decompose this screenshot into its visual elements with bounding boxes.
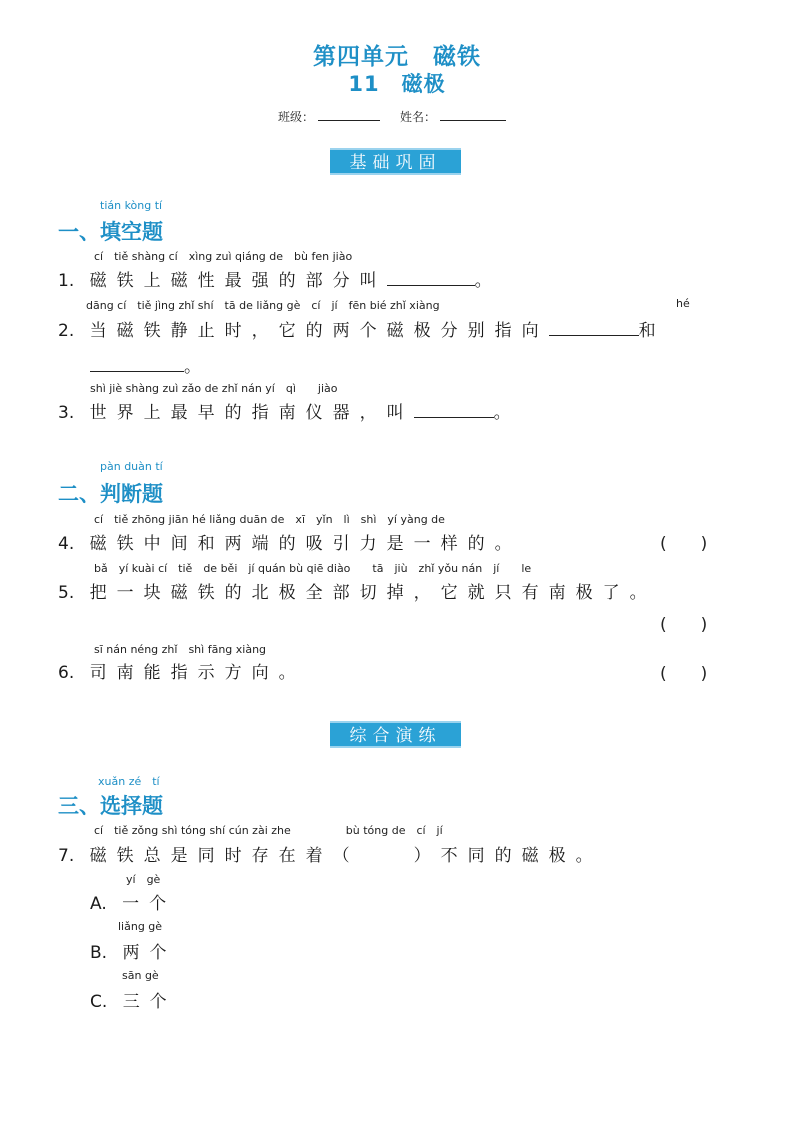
q5-pinyin: bǎ yí kuài cí tiě de běi jí quán bù qiē diào tā jiù zhǐ yǒu nán jí le xyxy=(94,562,532,575)
q7-number: 7. xyxy=(58,846,75,866)
option-b[interactable] xyxy=(90,938,176,963)
q6-row xyxy=(58,658,306,683)
q1-blank[interactable] xyxy=(387,271,475,286)
q1-end: 。 xyxy=(474,271,492,291)
q2-pinyin: dāng cí tiě jìng zhǐ shí tā de liǎng gè cí jí fēn bié zhǐ xiàng xyxy=(86,299,440,312)
q2-row xyxy=(58,316,656,341)
q3-blank[interactable] xyxy=(414,403,494,418)
section-judge-pinyin: pàn duàn tí xyxy=(100,460,163,473)
q2-row-2 xyxy=(90,352,201,377)
q2-blank-1[interactable] xyxy=(549,321,639,336)
option-a[interactable] xyxy=(90,889,176,914)
q7-row xyxy=(58,841,603,866)
q4-text: 磁铁中间和两端的吸引力是一样的。 xyxy=(89,534,522,554)
q5-row xyxy=(58,578,657,603)
q3-end: 。 xyxy=(493,403,511,423)
section-choice-pinyin: xuǎn zé tí xyxy=(98,775,160,788)
class-field xyxy=(278,106,380,125)
q4-answer-paren[interactable]: ( ) xyxy=(660,534,708,554)
option-c-pinyin: sān gè xyxy=(122,969,159,982)
q3-number: 3. xyxy=(58,403,75,423)
q3-text: 世界上最早的指南仪器，叫 xyxy=(89,403,414,423)
section-choice-title: 三、选择题 xyxy=(58,794,163,818)
q2-blank-2[interactable] xyxy=(90,357,184,372)
option-a-pinyin: yí gè xyxy=(126,873,161,886)
option-c-text: 三个 xyxy=(122,992,177,1012)
section-fill-title: 一、填空题 xyxy=(58,220,163,244)
name-blank[interactable] xyxy=(440,106,506,121)
q6-answer-paren[interactable]: ( ) xyxy=(660,664,708,684)
option-c-letter: C. xyxy=(90,992,108,1012)
q7-pinyin: cí tiě zǒng shì tóng shí cún zài zhe bù tóng de cí jí xyxy=(94,824,443,837)
q5-answer-paren[interactable]: ( ) xyxy=(660,615,708,635)
q1-text: 磁铁上磁性最强的部分叫 xyxy=(89,271,387,291)
option-c[interactable] xyxy=(90,987,177,1012)
section-fill-pinyin: tián kòng tí xyxy=(100,199,163,212)
section-judge-title: 二、判断题 xyxy=(58,482,163,506)
banner-basic: 基础巩固 xyxy=(330,148,461,175)
q3-pinyin: shì jiè shàng zuì zǎo de zhǐ nán yí qì jiào xyxy=(90,382,338,395)
q2-number: 2. xyxy=(58,321,75,341)
banner-comprehensive: 综合演练 xyxy=(330,721,461,748)
option-b-letter: B. xyxy=(90,943,108,963)
q1-row xyxy=(58,266,492,291)
q4-number: 4. xyxy=(58,534,75,554)
q4-row xyxy=(58,529,522,554)
q7-text: 磁铁总是同时存在着（ ）不同的磁极。 xyxy=(89,846,603,866)
q2-pinyin-he: hé xyxy=(676,297,690,310)
q4-pinyin: cí tiě zhōng jiān hé liǎng duān de xī yǐn lì shì yí yàng de xyxy=(94,513,445,526)
q5-text: 把一块磁铁的北极全部切掉，它就只有南极了。 xyxy=(89,583,657,603)
q6-pinyin: sī nán néng zhǐ shì fāng xiàng xyxy=(94,643,267,656)
name-field xyxy=(400,106,506,125)
q1-number: 1. xyxy=(58,271,75,291)
q6-text: 司南能指示方向。 xyxy=(89,663,306,683)
option-b-text: 两个 xyxy=(122,943,177,963)
option-a-text: 一个 xyxy=(122,894,177,914)
q3-row xyxy=(58,398,511,423)
q2-text: 当磁铁静止时，它的两个磁极分别指向 xyxy=(89,321,549,341)
lesson-title: 11 磁极 xyxy=(348,72,446,96)
q2-end: 。 xyxy=(184,357,201,377)
q2-mid: 和 xyxy=(638,321,656,341)
name-label: 姓名： xyxy=(400,110,437,124)
q6-number: 6. xyxy=(58,663,75,683)
class-blank[interactable] xyxy=(318,106,380,121)
unit-title: 第四单元 磁铁 xyxy=(313,44,481,70)
q1-pinyin: cí tiě shàng cí xìng zuì qiáng de bù fen jiào xyxy=(94,250,353,263)
q5-number: 5. xyxy=(58,583,75,603)
class-label: 班级： xyxy=(278,110,315,124)
option-a-letter: A. xyxy=(90,894,107,914)
option-b-pinyin: liǎng gè xyxy=(118,920,163,933)
